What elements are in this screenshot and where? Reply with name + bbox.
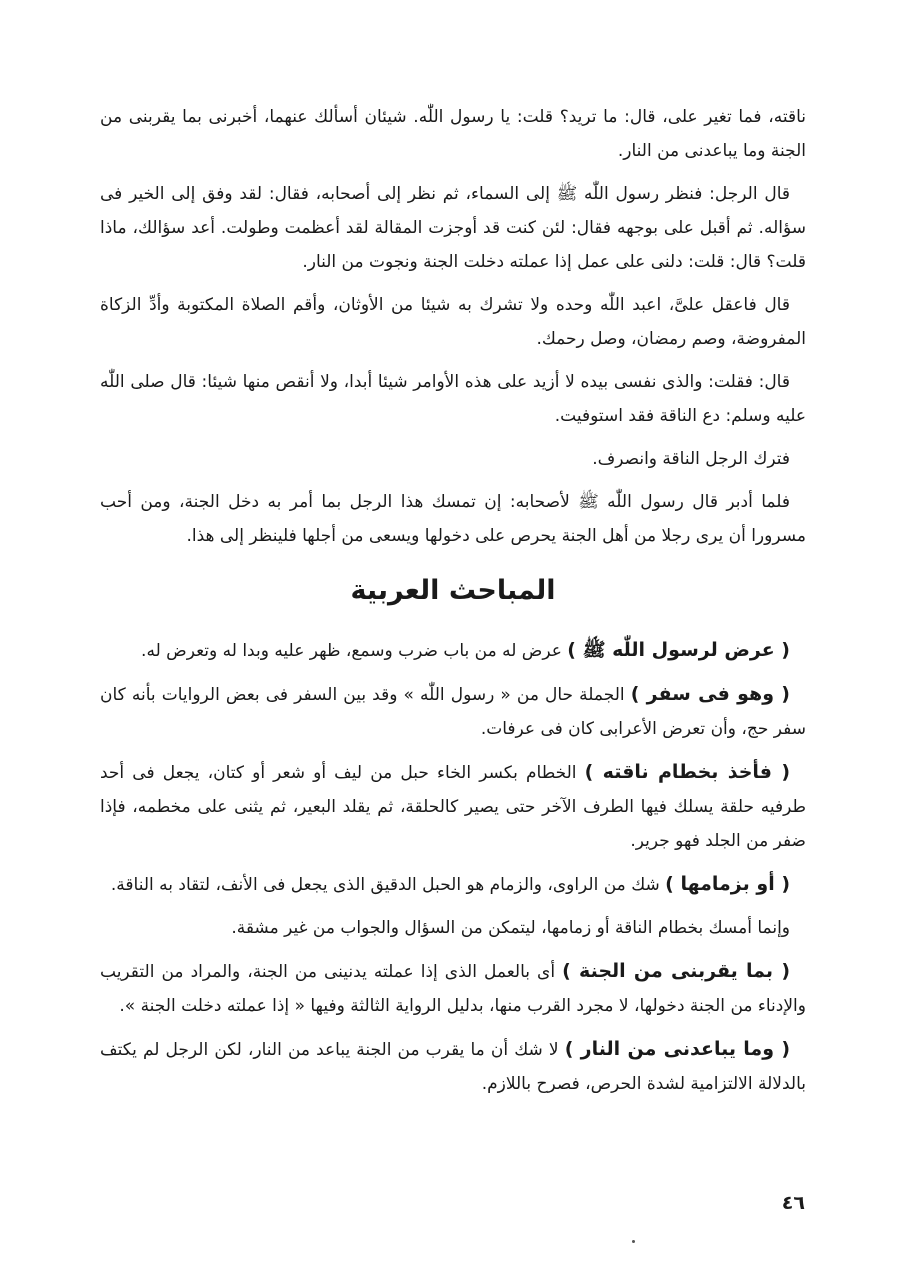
glossary-term: ( بما يقربنى من الجنة ) xyxy=(562,960,790,982)
glossary-text: لا شك أن ما يقرب من الجنة يباعد من النار، لكن الرجل لم يكتف بالدلالة الالتزامية لشدة الحرص، فصرح باللازم. xyxy=(100,1040,806,1094)
glossary-entry xyxy=(100,633,806,668)
story-paragraph: فلما أدبر قال رسول اللّٰه ﷺ لأصحابه: إن تمسك هذا الرجل بما أمر به دخل الجنة، ومن أحب مسرورا أن يرى رجلا من أهل الجنة يحرص على دخولها ويسعى من أجلها فلينظر إلى هذا. xyxy=(100,492,806,546)
glossary-term: ( فأخذ بخطام ناقته ) xyxy=(584,761,790,783)
glossary-text: شك من الراوى، والزمام هو الحبل الدقيق الذى يجعل فى الأنف، لتقاد به الناقة. xyxy=(110,875,666,895)
glossary-term: ( أو بزمامها ) xyxy=(665,873,790,895)
glossary-text: الجملة حال من « رسول اللّٰه » وقد بين السفر فى بعض الروايات بأنه كان سفر حج، وأن تعرض الأعرابى كان فى عرفات. xyxy=(100,685,806,739)
glossary-term: ( وهو فى سفر ) xyxy=(630,683,790,705)
story-paragraph: قال فاعقل علىَّ، اعبد اللّٰه وحده ولا تشرك به شيئا من الأوثان، وأقم الصلاة المكتوبة وأدِّ الزكاة المفروضة، وصم رمضان، وصل رحمك. xyxy=(100,295,806,349)
story-paragraph: فترك الرجل الناقة وانصرف. xyxy=(592,449,790,469)
glossary-term: ( عرض لرسول اللّٰه ﷺ ) xyxy=(567,639,790,661)
ink-speck xyxy=(632,1240,635,1243)
section-title: المباحث العربية xyxy=(350,575,556,606)
glossary-text: الخطام بكسر الخاء حبل من ليف أو شعر أو كتان، يجعل فى أحد طرفيه حلقة يسلك فيها الطرف الآخر حتى يصير كالحلقة، ثم يقلد البعير، ثم يثنى على مخطمه، فإذا ضفر من الجلد فهو جرير. xyxy=(100,763,806,851)
page-body xyxy=(100,100,806,1110)
glossary-text: أى بالعمل الذى إذا عملته يدنينى من الجنة، والمراد من التقريب والإدناء من الجنة دخولها، لا مجرد القرب منها، بدليل الرواية الثالثة وفيها « إذا عملته دخلت الجنة ». xyxy=(100,962,806,1016)
glossary-entry xyxy=(100,867,806,902)
story-paragraph: قال: فقلت: والذى نفسى بيده لا أزيد على هذه الأوامر شيئا أبدا، ولا أنقص منها شيئا: قال صلى اللّٰه عليه وسلم: دع الناقة فقد استوفيت. xyxy=(100,372,806,426)
glossary-entry xyxy=(100,954,806,1023)
glossary-text: عرض له من باب ضرب وسمع، ظهر عليه وبدا له وتعرض له. xyxy=(141,641,568,661)
story-paragraph: قال الرجل: فنظر رسول اللّٰه ﷺ إلى السماء، ثم نظر إلى أصحابه، فقال: لقد وفق إلى الخير فى سؤاله. ثم أقبل على بوجهه فقال: لئن كنت قد أوجزت المقالة لقد أعظمت وطولت. أعد سؤالك، ماذا قلت؟ قال: قلت: دلنى على عمل إذا عملته دخلت الجنة ونجوت من النار. xyxy=(100,184,806,272)
glossary-entry xyxy=(100,1032,806,1101)
glossary-entry xyxy=(100,755,806,858)
story-paragraph: ناقته، فما تغير على، قال: ما تريد؟ قلت: يا رسول اللّٰه. شيئان أسألك عنهما، أخبرنى بما يقربنى من الجنة وما يباعدنى من النار. xyxy=(100,107,806,161)
glossary-entry xyxy=(100,677,806,746)
glossary-term: ( وما يباعدنى من النار ) xyxy=(564,1038,791,1060)
note-paragraph: وإنما أمسك بخطام الناقة أو زمامها، ليتمكن من السؤال والجواب من غير مشقة. xyxy=(231,918,790,938)
page-number: ٤٦ xyxy=(781,1192,805,1214)
